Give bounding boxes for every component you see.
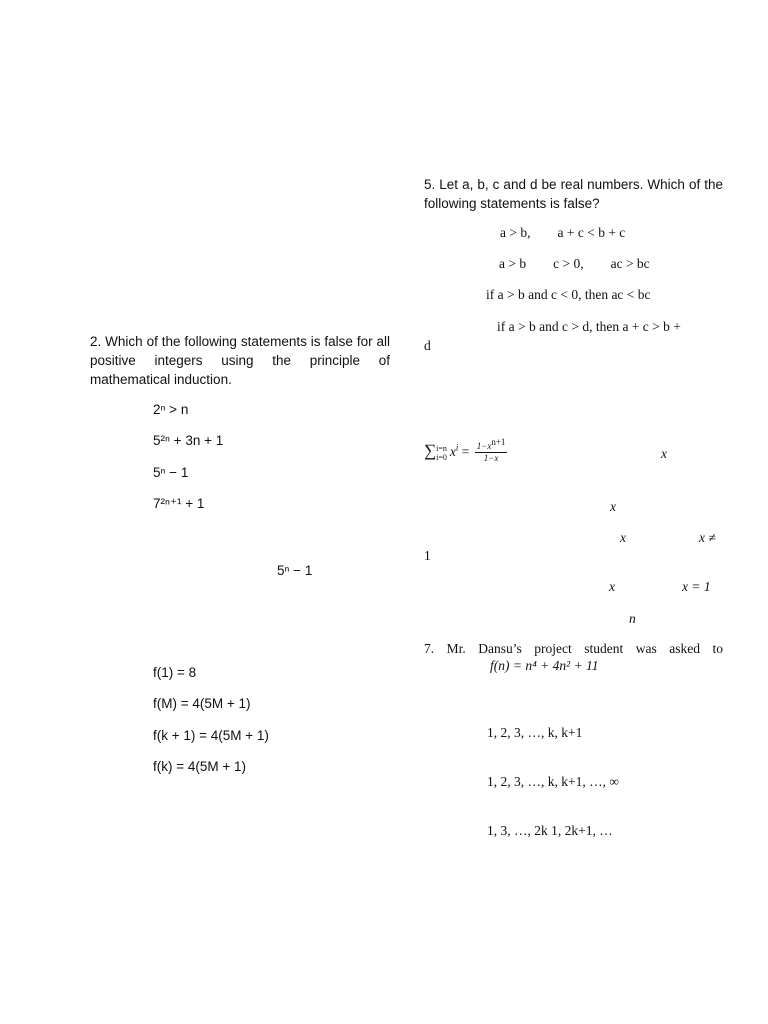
q6-x-eq: x = 1	[682, 579, 711, 594]
q2-step-4: f(k) = 4(5M + 1)	[153, 759, 247, 774]
q6-one: 1	[424, 548, 431, 563]
q5-question: 5. Let a, b, c and d be real numbers. Which of the following statements is false?	[424, 177, 723, 211]
q6-sum-formula: ∑ i=n i=0 $x^i$ = $\frac{1-x^{n+1}}{1-x}$	[424, 437, 506, 464]
q2-question: 2. Which of the following statements is false for all positive integers using the principle of mathematical induction.	[90, 334, 390, 387]
q6-n: n	[629, 611, 636, 626]
q2-step-3: f(k + 1) = 4(5M + 1)	[153, 728, 269, 743]
q5-option-b: a > b c > 0, ac > bc	[499, 256, 650, 271]
q7-formula: f(n) = n⁴ + 4n² + 11	[490, 658, 599, 673]
q2-option-b: 5²ⁿ + 3n + 1	[153, 433, 224, 448]
frac-numerator-exp: n+1	[491, 437, 506, 448]
sum-term: x	[449, 444, 456, 459]
sum-fraction	[475, 437, 508, 464]
q7-option-b: 1, 2, 3, …, k, k+1, …, ∞	[487, 774, 619, 789]
q2-step-1: f(1) = 8	[153, 665, 197, 680]
q6-x-3: x	[620, 530, 626, 545]
q6-x-2: x	[610, 499, 616, 514]
sum-term-exp: i	[455, 442, 459, 453]
q5-option-c: if a > b and c < 0, then ac < bc	[486, 287, 651, 302]
q5-option-d: if a > b and c > d, then a + c > b +	[497, 319, 681, 334]
q5-option-a: a > b, a + c < b + c	[500, 225, 626, 240]
q7-option-c: 1, 3, …, 2k 1, 2k+1, …	[487, 823, 613, 838]
q2-option-a: 2ⁿ > n	[153, 402, 189, 417]
frac-denominator: 1−x	[483, 453, 499, 464]
q5-option-d-wrap: d	[424, 338, 431, 353]
q6-x-4: x	[609, 579, 615, 594]
q2-step-2: f(M) = 4(5M + 1)	[153, 696, 251, 711]
q2-option-c: 5ⁿ − 1	[153, 465, 189, 480]
sigma-symbol: ∑	[424, 441, 437, 460]
q6-x-neq: x ≠	[699, 530, 716, 545]
sum-lower: i=0	[436, 452, 447, 462]
q7-question: 7. Mr. Dansu’s project student was asked to	[424, 641, 723, 656]
q6-x-1: x	[661, 446, 667, 461]
q2-expression: 5ⁿ − 1	[277, 563, 313, 578]
q7-option-a: 1, 2, 3, …, k, k+1	[487, 725, 583, 740]
sum-upper: i=n	[436, 443, 447, 453]
q2-option-d: 7²ⁿ⁺¹ + 1	[153, 496, 205, 511]
frac-numerator: 1−x	[476, 441, 492, 452]
